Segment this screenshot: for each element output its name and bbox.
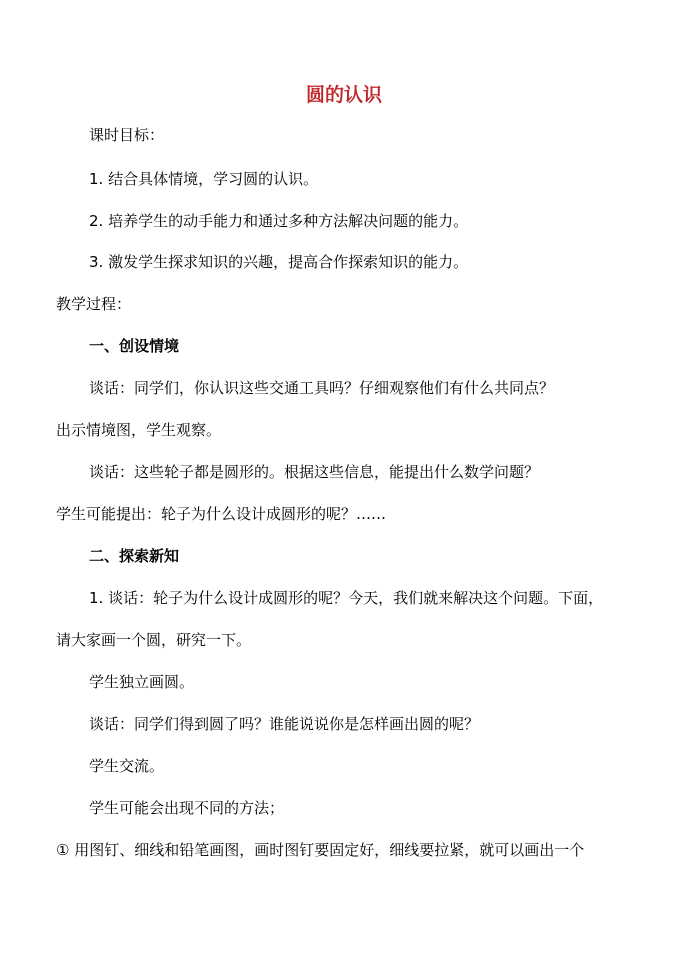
paragraph: 出示情境图，学生观察。 [56, 421, 222, 439]
paragraph: 1. 谈话：轮子为什么设计成圆形的呢？今天，我们就来解决这个问题。下面， [89, 589, 604, 607]
paragraph: 谈话：同学们，你认识这些交通工具吗？仔细观察他们有什么共同点？ [89, 379, 555, 397]
document-title: 圆的认识 [305, 84, 382, 106]
paragraph: 学生可能会出现不同的方法； [89, 799, 285, 817]
paragraph: 学生交流。 [89, 757, 165, 775]
paragraph: 请大家画一个圆，研究一下。 [56, 631, 252, 649]
section-heading-2: 二、探索新知 [89, 547, 180, 565]
process-heading: 教学过程： [56, 295, 132, 313]
section-heading-1: 一、创设情境 [89, 337, 180, 355]
paragraph: 学生可能提出：轮子为什么设计成圆形的呢？…… [56, 505, 387, 523]
paragraph: 谈话：这些轮子都是圆形的。根据这些信息，能提出什么数学问题？ [89, 463, 540, 481]
paragraph: 谈话：同学们得到圆了吗？谁能说说你是怎样画出圆的呢？ [89, 715, 480, 733]
goal-item-1: 1. 结合具体情境，学习圆的认识。 [89, 170, 319, 188]
goal-item-2: 2. 培养学生的动手能力和通过多种方法解决问题的能力。 [89, 212, 469, 230]
paragraph: 学生独立画圆。 [89, 673, 195, 691]
goal-item-3: 3. 激发学生探求知识的兴趣，提高合作探索知识的能力。 [89, 253, 469, 271]
lesson-goals-heading: 课时目标： [89, 126, 165, 144]
paragraph: ① 用图钉、细线和铅笔画图，画时图钉要固定好，细线要拉紧，就可以画出一个 [56, 841, 585, 859]
